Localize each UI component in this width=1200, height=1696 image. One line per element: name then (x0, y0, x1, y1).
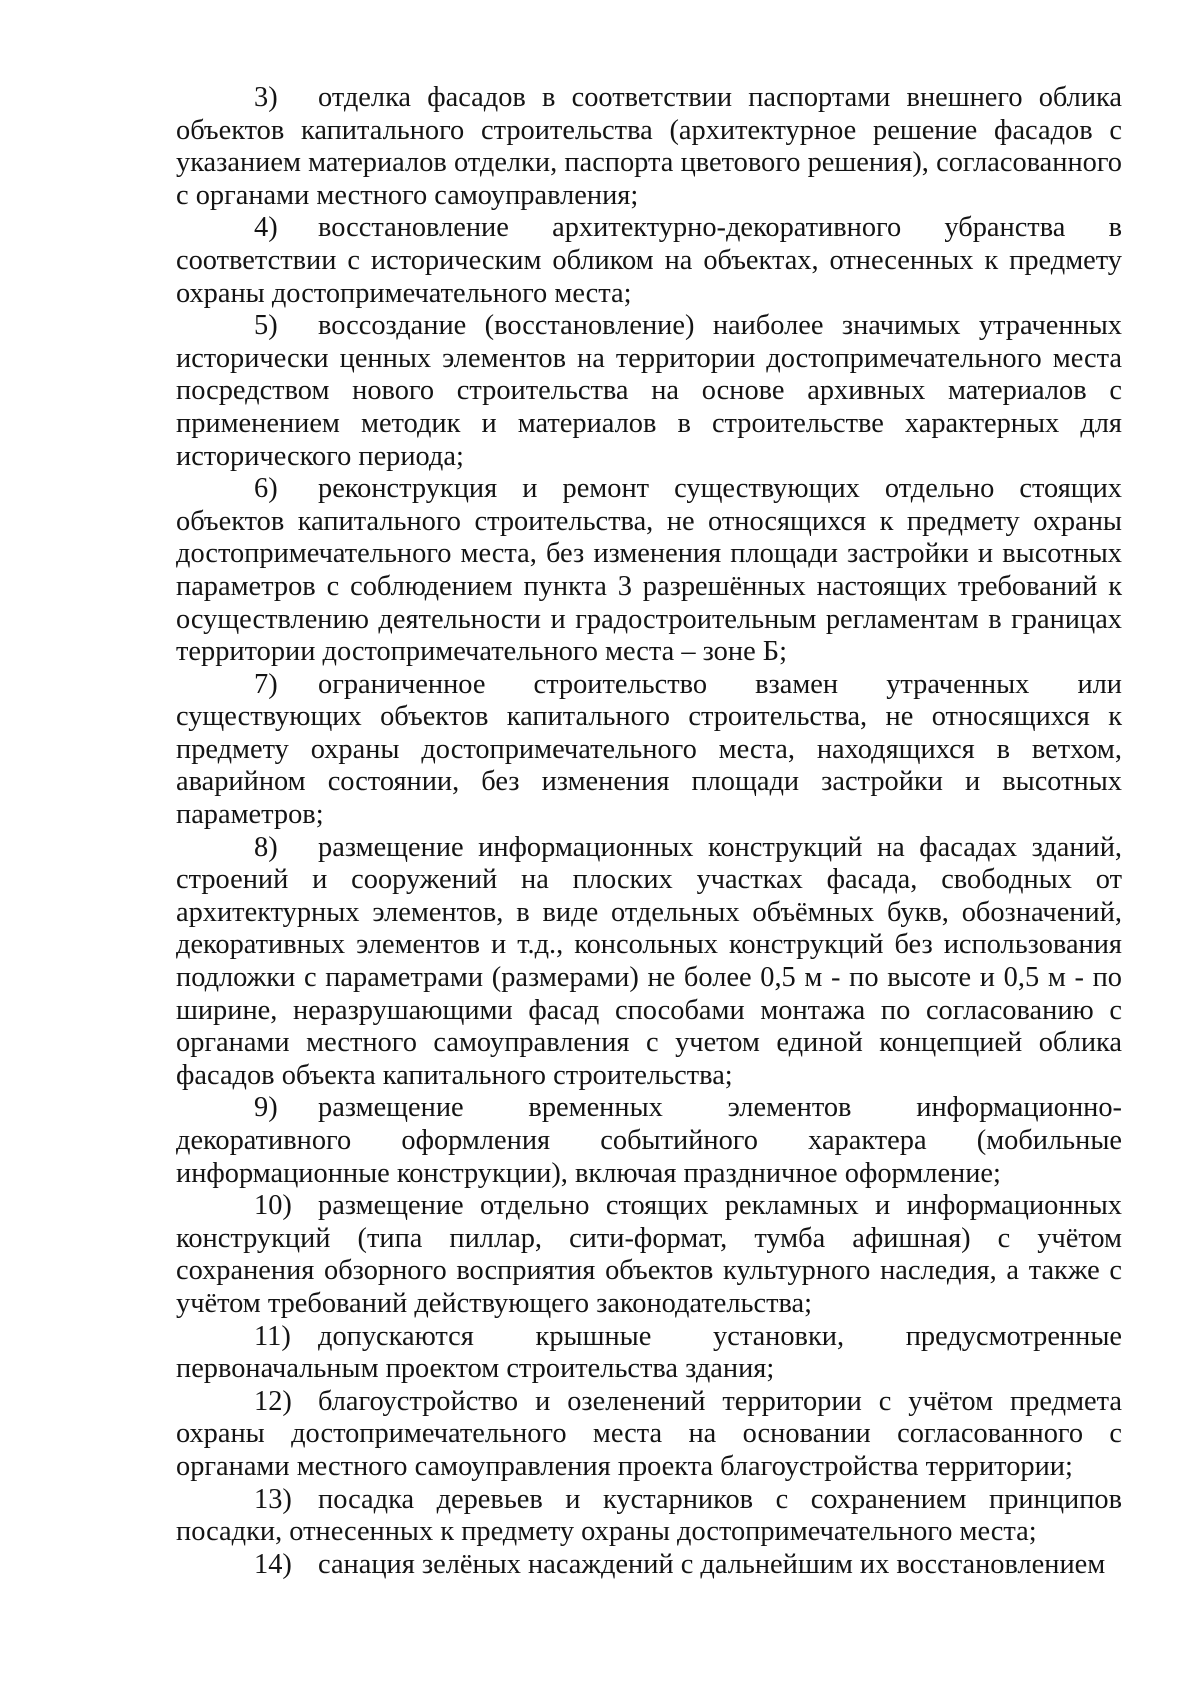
item-number: 5) (254, 310, 278, 342)
item-text: реконструкция и ремонт существующих отдельно стоящих объектов капитального строительства, не относящихся к предмету охраны достопримечательного места, без изменения площади застройки и высотных параметров с соблюдением пункта 3 разрешённых настоящих требований к осуществлению деятельности и градостроительным регламентам в границах территории достопримечательного места – зоне Б; (176, 473, 1122, 668)
item-number: 14) (254, 1548, 292, 1580)
list-item (176, 212, 1122, 310)
item-number: 4) (254, 212, 278, 244)
item-text: допускаются крышные установки, предусмотренные первоначальным проектом строительства здания; (176, 1320, 1122, 1385)
list-item (176, 669, 1122, 832)
list-item (176, 1321, 1122, 1386)
list-item (176, 310, 1122, 473)
item-number: 3) (254, 82, 278, 113)
list-item (176, 82, 1122, 212)
list-item (176, 1190, 1122, 1320)
list-item (176, 1549, 1122, 1582)
list-item (176, 1484, 1122, 1549)
item-text: восстановление архитектурно-декоративного убранства в соответствии с историческим обликом на объектах, отнесенных к предмету охраны достопримечательного места; (176, 212, 1122, 309)
item-number: 13) (254, 1483, 292, 1515)
item-text: благоустройство и озеленений территории с учётом предмета охраны достопримечательного места на основании согласованного с органами местного самоуправления проекта благоустройства территории; (176, 1385, 1122, 1482)
item-text: размещение информационных конструкций на фасадах зданий, строений и сооружений на плоских участках фасада, свободных от архитектурных элементов, в виде отдельных объёмных букв, обозначений, декоративных элементов и т.д., консольных конструкций без использования подложки с параметрами (размерами) не более 0,5 м - по высоте и 0,5 м - по ширине, неразрушающими фасад способами монтажа по согласованию с органами местного самоуправления с учетом единой концепцией облика фасадов объекта капитального строительства; (176, 831, 1122, 1091)
item-number: 11) (254, 1320, 291, 1352)
item-text: ограниченное строительство взамен утраченных или существующих объектов капитального строительства, не относящихся к предмету охраны достопримечательного места, находящихся в ветхом, аварийном состоянии, без изменения площади застройки и высотных параметров; (176, 668, 1122, 831)
list-item (176, 1092, 1122, 1190)
item-text: размещение временных элементов информационно-декоративного оформления событийного характера (мобильные информационные конструкции), включая праздничное оформление; (176, 1092, 1122, 1189)
item-text: посадка деревьев и кустарников с сохранением принципов посадки, отнесенных к предмету охраны достопримечательного места; (176, 1483, 1122, 1548)
item-number: 10) (254, 1190, 292, 1222)
item-number: 9) (254, 1092, 278, 1124)
item-text: отделка фасадов в соответствии паспортами внешнего облика объектов капитального строительства (архитектурное решение фасадов с указанием материалов отделки, паспорта цветового решения), согласованного с органами местного самоуправления; (176, 82, 1122, 211)
item-number: 7) (254, 668, 278, 700)
document-page (176, 82, 1122, 1581)
item-text: воссоздание (восстановление) наиболее значимых утраченных исторически ценных элементов на территории достопримечательного места посредством нового строительства на основе архивных материалов с применением методик и материалов в строительстве характерных для исторического периода; (176, 310, 1122, 472)
item-number: 6) (254, 473, 278, 505)
list-item (176, 1386, 1122, 1484)
item-text: размещение отдельно стоящих рекламных и информационных конструкций (типа пиллар, сити-формат, тумба афишная) с учётом сохранения обзорного восприятия объектов культурного наследия, а также с учётом требований действующего законодательства; (176, 1190, 1122, 1319)
item-number: 8) (254, 831, 278, 863)
item-number: 12) (254, 1385, 292, 1417)
item-text: санация зелёных насаждений с дальнейшим их восстановлением (318, 1548, 1106, 1580)
list-item (176, 832, 1122, 1093)
list-item (176, 473, 1122, 669)
